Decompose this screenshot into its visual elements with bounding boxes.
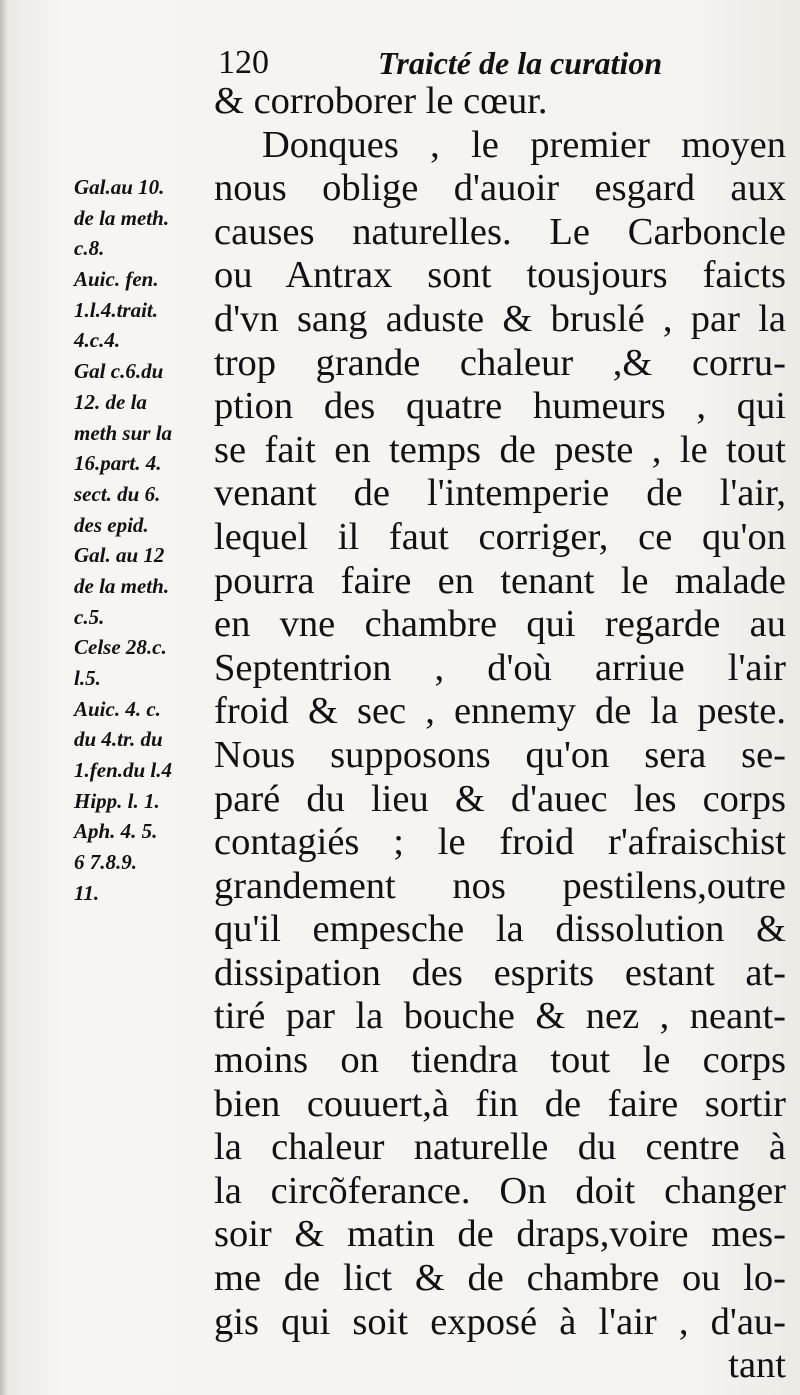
margin-note: Gal.au 10. [74,175,165,199]
margin-note: 1.fen.du l.4 [74,758,173,783]
body-line: bien couuert,à fin de faire sortir [214,1082,786,1125]
page-number: 120 [218,44,269,81]
body-line: causes naturelles. Le Carboncle [214,210,786,253]
margin-note: des epid. [74,512,149,537]
margin-note: sect. du 6. [74,481,161,506]
margin-note: Hipp. l. 1. [74,788,160,813]
body-line: me de lict & de chambre ou lo- [214,1257,786,1300]
body-line: lequel il faut corriger, ce qu'on [214,515,786,558]
body-line: se fait en temps de peste , le tout [214,428,786,471]
margin-note: Auic. fen. [74,267,159,292]
margin-note: c.5. [74,604,105,629]
body-line: Nous supposons qu'on sera se- [214,733,786,776]
margin-note: meth sur la [74,420,173,445]
margin-note: Gal c.6.du [74,359,164,384]
body-line: Donques , le premier moyen [262,123,786,166]
body-line: d'vn sang aduste & bruslé , par la [214,297,786,340]
margin-note: 6 7.8.9. [74,850,137,875]
body-line: contagiés ; le froid r'afraischist [214,821,786,864]
running-title: Traicté de la curation [378,45,663,81]
body-line: gis qui soit exposé à l'air , d'au- [214,1300,786,1343]
body-line: pourra faire en tenant le malade [214,559,786,602]
margin-note: Gal. au 12 [74,543,165,568]
body-line: ou Antrax sont tousjours faicts [214,254,786,297]
body-text [214,80,786,1388]
body-line: tiré par la bouche & nez , neant- [214,995,786,1038]
catchword: tant [728,1344,786,1387]
margin-note: 1.l.4.trait. [74,297,159,322]
margin-note: de la meth. [74,573,170,598]
body-line: trop grande chaleur ,& corru- [214,341,786,384]
body-line: nous oblige d'auoir esgard aux [214,167,786,210]
margin-note: de la meth. [74,205,170,230]
body-line: paré du lieu & d'auec les corps [214,777,786,820]
margin-note: Aph. 4. 5. [74,819,158,844]
body-line: qu'il empesche la dissolution & [214,908,786,951]
body-line: & corroborer le cœur. [214,80,548,122]
body-line: la chaleur naturelle du centre à [214,1126,786,1169]
margin-note: l.5. [74,666,101,690]
margin-note: Auic. 4. c. [74,696,161,721]
margin-note: 16.part. 4. [74,451,162,476]
margin-note: 12. de la [74,389,147,414]
body-line: grandement nos pestilens,outre [214,864,786,907]
body-line: en vne chambre qui regarde au [214,603,786,646]
margin-note: c.8. [74,236,105,261]
body-line: Septentrion , d'où arriue l'air [214,646,786,689]
margin-note: Celse 28.c. [74,635,167,660]
margin-note: 11. [74,880,100,905]
page-gutter-shadow [0,0,8,1395]
body-line: venant de l'intemperie de l'air, [214,472,786,515]
body-line: dissipation des esprits estant at- [214,951,786,994]
body-line: moins on tiendra tout le corps [214,1039,786,1082]
margin-note: du 4.tr. du [74,727,163,752]
body-line: froid & sec , ennemy de la peste. [214,690,786,733]
body-line: la circõferance. On doit changer [214,1169,786,1212]
margin-notes [74,172,212,909]
margin-note: 4.c.4. [74,328,121,353]
body-line: soir & matin de draps,voire mes- [214,1213,786,1256]
body-line: ption des quatre humeurs , qui [214,385,786,428]
